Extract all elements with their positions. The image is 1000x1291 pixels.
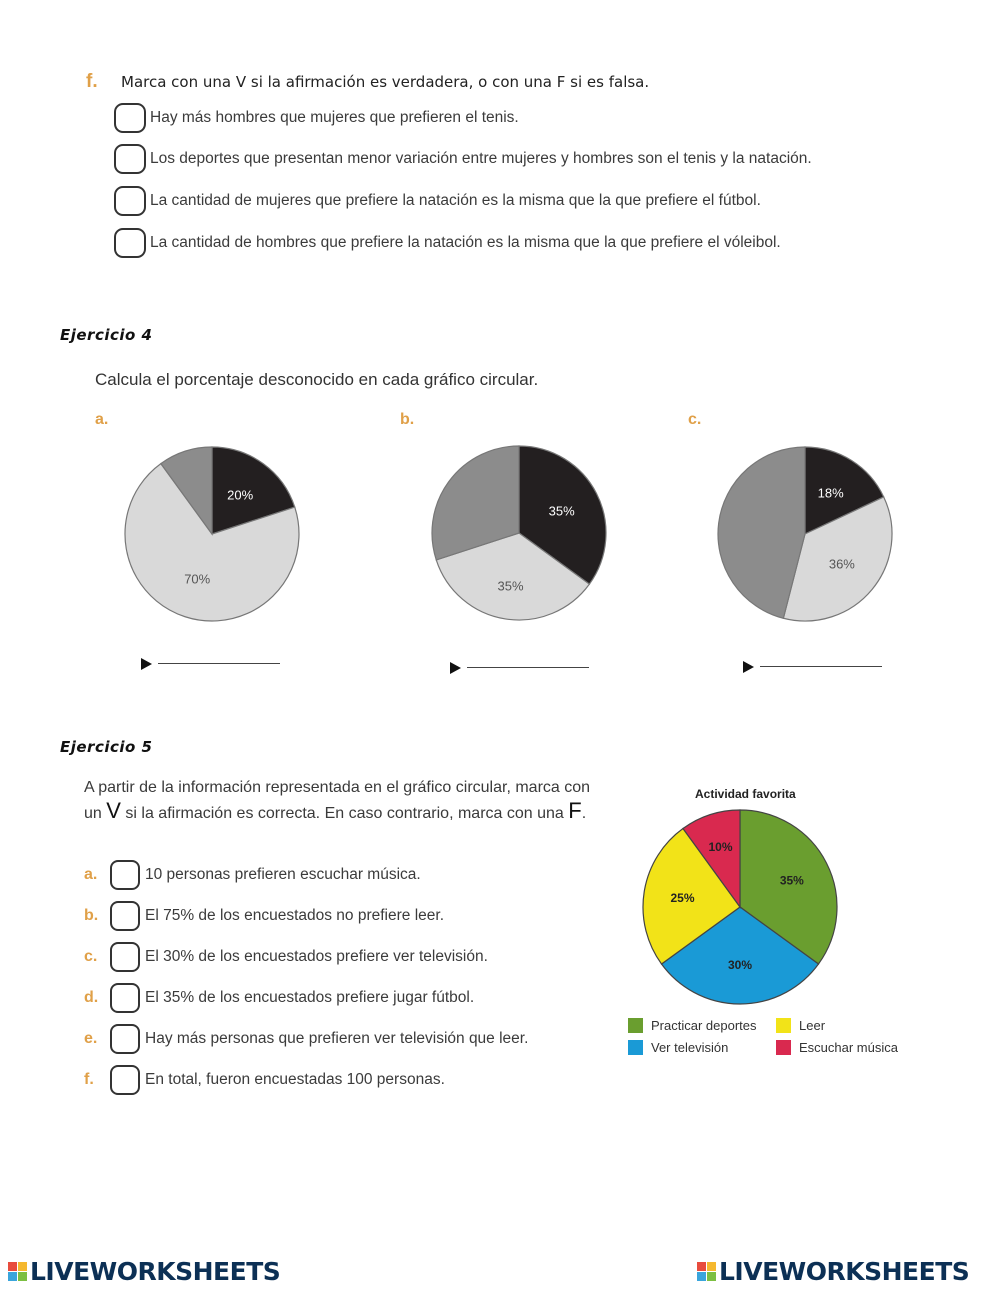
arrow-right-icon — [141, 658, 152, 670]
pie-chart-c — [718, 447, 892, 621]
brand-text: LIVEWORKSHEETS — [719, 1257, 970, 1286]
arrow-right-icon — [743, 661, 754, 673]
legend-label: Leer — [799, 1018, 826, 1033]
pie-slice-label: 18% — [817, 485, 844, 501]
legend-item — [628, 1018, 757, 1033]
item-letter: d. — [84, 989, 99, 1006]
statement-text: Hay más hombres que mujeres que prefieren el tenis. — [150, 109, 519, 126]
item-letter: a. — [84, 866, 98, 883]
answer-box[interactable] — [110, 1065, 140, 1095]
pie-slice-label: 35% — [548, 503, 575, 519]
pie-chart-b — [432, 446, 606, 620]
legend-label: Practicar deportes — [651, 1018, 757, 1033]
pie-slice-label: 10% — [708, 840, 733, 855]
item-text: El 75% de los encuestados no prefiere leer. — [145, 907, 444, 924]
pie-b-letter: b. — [400, 411, 415, 428]
pie-slice-label: 20% — [227, 487, 254, 503]
item-text: En total, fueron encuestadas 100 personas. — [145, 1071, 445, 1088]
answer-blank[interactable] — [158, 663, 280, 664]
pie-slice-label: 25% — [670, 890, 695, 905]
ejercicio4-title: Ejercicio 4 — [60, 326, 153, 344]
answer-box[interactable] — [110, 901, 140, 931]
answer-box[interactable] — [110, 860, 140, 890]
pie-chart-actividad — [643, 810, 837, 1004]
answer-box[interactable] — [110, 1024, 140, 1054]
ej5-item — [84, 901, 444, 931]
item-text: 10 personas prefieren escuchar música. — [145, 866, 421, 883]
liveworksheets-logo — [8, 1257, 280, 1286]
logo-icon — [8, 1262, 27, 1281]
pie-a-letter: a. — [95, 411, 109, 428]
chart-title: Actividad favorita — [695, 787, 796, 801]
legend-swatch — [776, 1040, 791, 1055]
statement-text: Los deportes que presentan menor variación entre mujeres y hombres son el tenis y la natación. — [150, 150, 812, 167]
item-text: El 30% de los encuestados prefiere ver televisión. — [145, 948, 488, 965]
liveworksheets-logo — [697, 1257, 969, 1286]
legend-item — [776, 1040, 898, 1055]
item-letter: c. — [84, 948, 98, 965]
instruction-part2: si la afirmación es correcta. En caso contrario, marca con una — [125, 805, 564, 822]
legend-swatch — [628, 1018, 643, 1033]
answer-box[interactable] — [110, 942, 140, 972]
pie-slice-label: 35% — [497, 578, 524, 594]
ej5-item — [84, 1024, 528, 1054]
v-letter: V — [106, 798, 121, 823]
pie-slice-label: 35% — [779, 873, 804, 888]
pie-c-letter: c. — [688, 411, 702, 428]
legend-swatch — [776, 1018, 791, 1033]
statement-text: La cantidad de hombres que prefiere la natación es la misma que la que prefiere el vóleibol. — [150, 234, 781, 251]
legend-item — [628, 1040, 728, 1055]
f-letter: F — [568, 798, 582, 823]
ejercicio4-instruction: Calcula el porcentaje desconocido en cada gráfico circular. — [95, 370, 539, 389]
ejercicio5-title: Ejercicio 5 — [60, 738, 153, 756]
ej5-item — [84, 1065, 445, 1095]
instruction-end: . — [581, 805, 587, 822]
answer-line-b — [450, 662, 589, 668]
answer-box[interactable] — [110, 983, 140, 1013]
answer-blank[interactable] — [467, 667, 589, 668]
item-text: El 35% de los encuestados prefiere jugar fútbol. — [145, 989, 475, 1006]
section-f-letter: f. — [86, 71, 98, 92]
answer-line-c — [743, 661, 882, 667]
legend-label: Escuchar música — [799, 1040, 898, 1055]
pie-slice-label: 70% — [184, 571, 211, 587]
ej5-item — [84, 860, 421, 890]
item-letter: f. — [84, 1071, 94, 1088]
answer-line-a — [141, 658, 280, 664]
brand-text: LIVEWORKSHEETS — [30, 1257, 281, 1286]
statement-text: La cantidad de mujeres que prefiere la natación es la misma que la que prefiere el fútbol. — [150, 192, 761, 209]
logo-icon — [697, 1262, 716, 1281]
legend-label: Ver televisión — [651, 1040, 729, 1055]
ej5-item — [84, 983, 474, 1013]
answer-blank[interactable] — [760, 666, 882, 667]
ejercicio5-instruction — [84, 776, 604, 825]
section-f-instruction: Marca con una V si la afirmación es verdadera, o con una F si es falsa. — [121, 73, 650, 91]
item-letter: b. — [84, 907, 99, 924]
instruction-part1: A partir de la información representada en el gráfico circular, marca con un — [84, 779, 591, 822]
arrow-right-icon — [450, 662, 461, 674]
item-letter: e. — [84, 1030, 98, 1047]
ej5-item — [84, 942, 488, 972]
legend-item — [776, 1018, 825, 1033]
item-text: Hay más personas que prefieren ver televisión que leer. — [145, 1030, 529, 1047]
pie-slice-label: 36% — [828, 556, 855, 572]
pie-slice-label: 30% — [727, 958, 753, 973]
pie-chart-a — [125, 447, 299, 621]
legend-swatch — [628, 1040, 643, 1055]
